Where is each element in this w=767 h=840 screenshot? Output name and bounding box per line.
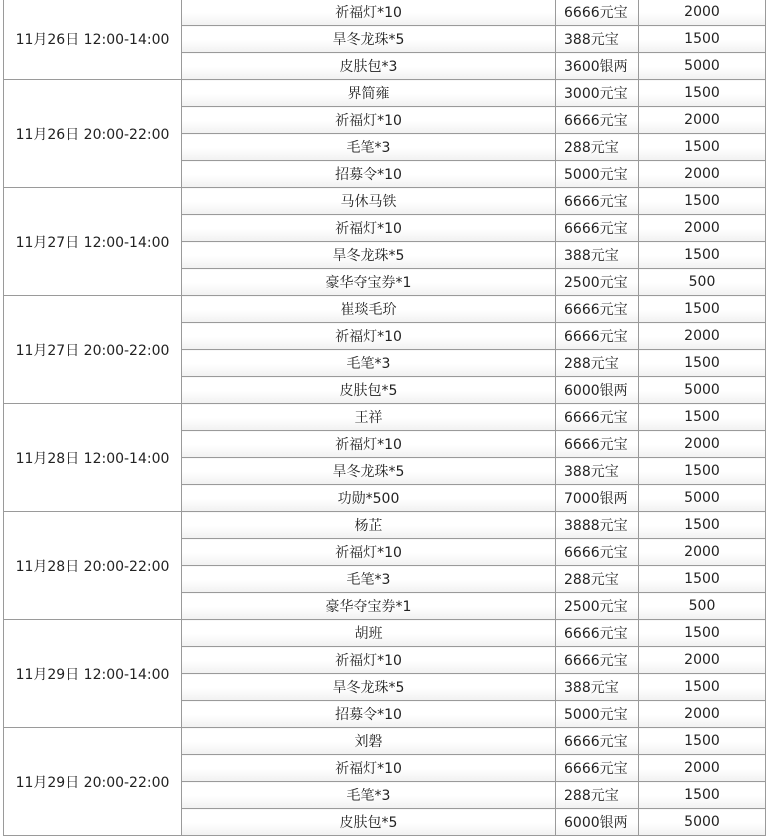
item-quantity-cell: 1500	[639, 404, 766, 431]
item-price-cell: 2500元宝	[556, 593, 639, 620]
item-quantity-cell: 1500	[639, 782, 766, 809]
item-name-cell: 祈福灯*10	[182, 539, 556, 566]
item-quantity-cell: 2000	[639, 107, 766, 134]
item-name-cell: 招募令*10	[182, 161, 556, 188]
item-quantity-cell: 1500	[639, 296, 766, 323]
item-quantity-cell: 5000	[639, 377, 766, 404]
item-quantity-cell: 1500	[639, 512, 766, 539]
table-row	[4, 80, 766, 107]
item-name-cell: 旱冬龙珠*5	[182, 458, 556, 485]
item-name-cell: 刘磐	[182, 728, 556, 755]
item-name-cell: 豪华夺宝券*1	[182, 593, 556, 620]
item-price-cell: 6666元宝	[556, 431, 639, 458]
item-price-cell: 388元宝	[556, 242, 639, 269]
item-name-cell: 祈福灯*10	[182, 215, 556, 242]
item-name-cell: 毛笔*3	[182, 566, 556, 593]
item-price-cell: 6000银两	[556, 377, 639, 404]
schedule-table-body	[4, 0, 766, 836]
item-price-cell: 6666元宝	[556, 404, 639, 431]
item-price-cell: 288元宝	[556, 782, 639, 809]
item-name-cell: 祈福灯*10	[182, 755, 556, 782]
item-quantity-cell: 2000	[639, 701, 766, 728]
item-price-cell: 388元宝	[556, 26, 639, 53]
item-quantity-cell: 2000	[639, 755, 766, 782]
item-quantity-cell: 1500	[639, 458, 766, 485]
item-quantity-cell: 1500	[639, 80, 766, 107]
item-price-cell: 6666元宝	[556, 215, 639, 242]
item-name-cell: 祈福灯*10	[182, 431, 556, 458]
item-quantity-cell: 2000	[639, 161, 766, 188]
item-quantity-cell: 1500	[639, 26, 766, 53]
item-name-cell: 毛笔*3	[182, 782, 556, 809]
item-price-cell: 6666元宝	[556, 728, 639, 755]
item-name-cell: 祈福灯*10	[182, 323, 556, 350]
item-name-cell: 皮肤包*5	[182, 377, 556, 404]
item-quantity-cell: 5000	[639, 53, 766, 80]
table-row	[4, 512, 766, 539]
item-name-cell: 祈福灯*10	[182, 647, 556, 674]
item-quantity-cell: 2000	[639, 323, 766, 350]
item-quantity-cell: 1500	[639, 350, 766, 377]
item-price-cell: 3600银两	[556, 53, 639, 80]
item-quantity-cell: 2000	[639, 0, 766, 26]
table-row	[4, 296, 766, 323]
item-name-cell: 豪华夺宝券*1	[182, 269, 556, 296]
item-name-cell: 王祥	[182, 404, 556, 431]
item-quantity-cell: 2000	[639, 647, 766, 674]
item-name-cell: 旱冬龙珠*5	[182, 242, 556, 269]
item-price-cell: 3888元宝	[556, 512, 639, 539]
session-time-cell: 11月28日 12:00-14:00	[4, 404, 182, 512]
item-price-cell: 5000元宝	[556, 701, 639, 728]
item-price-cell: 288元宝	[556, 134, 639, 161]
item-quantity-cell: 500	[639, 269, 766, 296]
item-price-cell: 388元宝	[556, 674, 639, 701]
item-price-cell: 288元宝	[556, 350, 639, 377]
item-quantity-cell: 1500	[639, 620, 766, 647]
item-quantity-cell: 500	[639, 593, 766, 620]
table-row	[4, 0, 766, 26]
item-name-cell: 招募令*10	[182, 701, 556, 728]
session-time-cell: 11月28日 20:00-22:00	[4, 512, 182, 620]
item-price-cell: 288元宝	[556, 566, 639, 593]
schedule-table	[3, 0, 766, 836]
item-quantity-cell: 5000	[639, 809, 766, 836]
item-name-cell: 马休马铁	[182, 188, 556, 215]
item-price-cell: 6666元宝	[556, 296, 639, 323]
item-quantity-cell: 2000	[639, 431, 766, 458]
item-price-cell: 6000银两	[556, 809, 639, 836]
item-price-cell: 7000银两	[556, 485, 639, 512]
table-row	[4, 728, 766, 755]
item-price-cell: 2500元宝	[556, 269, 639, 296]
item-name-cell: 祈福灯*10	[182, 107, 556, 134]
item-quantity-cell: 1500	[639, 134, 766, 161]
item-name-cell: 杨芷	[182, 512, 556, 539]
item-price-cell: 388元宝	[556, 458, 639, 485]
item-quantity-cell: 1500	[639, 242, 766, 269]
item-quantity-cell: 2000	[639, 215, 766, 242]
item-price-cell: 6666元宝	[556, 107, 639, 134]
item-price-cell: 6666元宝	[556, 647, 639, 674]
item-name-cell: 祈福灯*10	[182, 0, 556, 26]
item-price-cell: 6666元宝	[556, 755, 639, 782]
item-price-cell: 6666元宝	[556, 620, 639, 647]
item-quantity-cell: 2000	[639, 539, 766, 566]
item-quantity-cell: 1500	[639, 728, 766, 755]
session-time-cell: 11月26日 20:00-22:00	[4, 80, 182, 188]
item-price-cell: 3000元宝	[556, 80, 639, 107]
session-time-cell: 11月26日 12:00-14:00	[4, 0, 182, 80]
session-time-cell: 11月29日 20:00-22:00	[4, 728, 182, 836]
item-name-cell: 界简雍	[182, 80, 556, 107]
item-price-cell: 6666元宝	[556, 323, 639, 350]
session-time-cell: 11月29日 12:00-14:00	[4, 620, 182, 728]
table-row	[4, 404, 766, 431]
item-price-cell: 6666元宝	[556, 0, 639, 26]
item-name-cell: 皮肤包*5	[182, 809, 556, 836]
item-name-cell: 崔琰毛玠	[182, 296, 556, 323]
item-name-cell: 旱冬龙珠*5	[182, 26, 556, 53]
item-name-cell: 毛笔*3	[182, 350, 556, 377]
item-name-cell: 毛笔*3	[182, 134, 556, 161]
item-name-cell: 胡班	[182, 620, 556, 647]
item-quantity-cell: 5000	[639, 485, 766, 512]
item-name-cell: 功勋*500	[182, 485, 556, 512]
item-name-cell: 旱冬龙珠*5	[182, 674, 556, 701]
session-time-cell: 11月27日 20:00-22:00	[4, 296, 182, 404]
item-price-cell: 5000元宝	[556, 161, 639, 188]
item-price-cell: 6666元宝	[556, 188, 639, 215]
item-price-cell: 6666元宝	[556, 539, 639, 566]
table-row	[4, 188, 766, 215]
item-quantity-cell: 1500	[639, 674, 766, 701]
item-name-cell: 皮肤包*3	[182, 53, 556, 80]
table-row	[4, 620, 766, 647]
item-quantity-cell: 1500	[639, 188, 766, 215]
session-time-cell: 11月27日 12:00-14:00	[4, 188, 182, 296]
item-quantity-cell: 1500	[639, 566, 766, 593]
